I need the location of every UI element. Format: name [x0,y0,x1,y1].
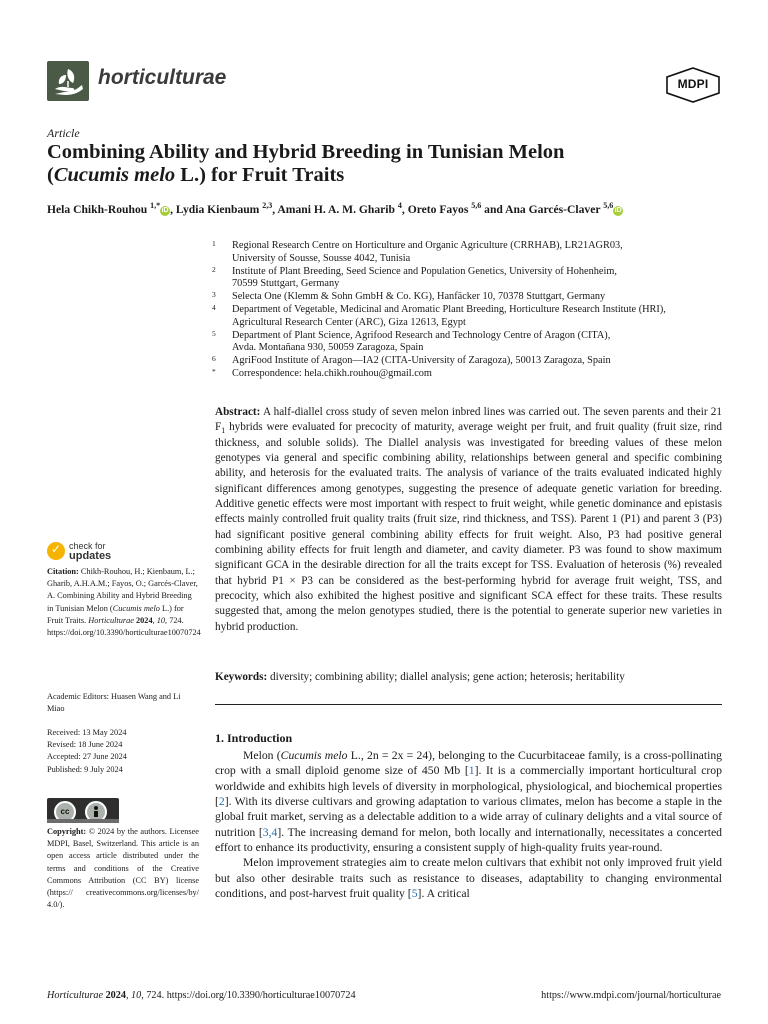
affiliation-item [212,355,732,368]
abstract-subscript: 1 [221,426,226,436]
author-affiliation-marker: 4 [397,201,402,210]
intro-text: L., 2n = 2x = 24), belonging to the Cucurbitaceae family, is a cross-pollinating crop with a small diploid genome size of 450 Mb [ [215,749,723,778]
affiliation-line: Correspondence: hela.chikh.rouhou@gmail.com [232,367,432,379]
affiliation-item [212,291,732,304]
citation-link-5[interactable]: 5 [411,887,418,901]
affiliation-line: Avda. Montañana 930, 50059 Zaragoza, Spain [232,342,424,354]
affiliation-number: 1 [212,239,216,248]
citation-volume: 10 [156,615,166,625]
publisher-logo[interactable] [666,67,720,103]
author-affiliation-marker: 5,6 [603,201,614,210]
article-type: Article [47,126,80,140]
abstract-text-2: hybrids were evaluated for precocity of maturity, average weight per fruit, and fruit quality (fruit size, rind thickness, and soluble solids). The Diallel analysis was investigated for breeding values of these melon genotypes via general and specific combining ability, relationships between general and specific combining ability, and heterosis for the evaluated traits. The analysis of variance of the traits evaluated indicated highly significant differences among genotypes, suggesting the presence of adequate genetic variation for breeding. Additive genetic effects were most important with respect to fruit weight, while genetic dominance and epistasis effects mainly controlled fruit quality traits (fruit size, rind thickness, and TSS). Parent 1 (P1) and parent 3 (P3) had significant positive general combining ability effects for fruit weight. Also, P3 had positive general combining ability effects for fruit length and diameter, and cavity diameter. P3 was found to show maximum significant GCA in the desirable direction for all the traits except for TSS. Evaluation of heterosis (%) revealed that hybrid P1 × P3 can be considered as the best-performing hybrid for average fruit weight, TSS, and precocity, which also exhibited the highest positive and significant SCA effect for these traits. These results suggested that, among the melon genotypes studied, there is the potential to generate superior new varieties in hybrid production. [215,421,722,633]
date-line: Revised: 18 June 2024 [47,740,123,750]
academic-editors: Academic Editors: Huasen Wang and Li Miao [47,692,181,714]
affiliation-item [212,240,732,266]
keywords-label: Keywords: [215,671,268,683]
publisher-name: MDPI [677,77,709,91]
date-line: Received: 13 May 2024 [47,728,127,737]
orcid-icon[interactable]: iD [161,206,169,214]
affiliation-line: University of Sousse, Sousse 4042, Tunisia [232,252,411,264]
intro-species: Cucumis melo [280,749,348,762]
orcid-icon[interactable]: iD [614,206,622,214]
author-name[interactable]: Ana Garcés-Claver [505,202,601,216]
affiliation-item [212,330,732,356]
footer-year: 2024 [103,990,126,1001]
affiliation-line: AgriFood Institute of Aragon—IA2 (CITA-University of Zaragoza), 50013 Zaragoza, Spain [232,355,611,367]
title-line-2 [47,164,737,187]
footer-text: , [125,990,132,1001]
author-name[interactable]: Lydia Kienbaum [175,202,260,216]
author-affiliation-marker: 5,6 [471,201,482,210]
author-name[interactable]: Hela Chikh-Rouhou [47,202,148,216]
affiliation-line: Agricultural Research Center (ARC), Giza 12613, Egypt [232,316,466,328]
citation-text: Chikh-Rouhou, H.; Kienbaum, L.; Gharib, A.H.A.M.; Fayos, O.; Garcés-Claver, A. Combining Ability and Hybrid Breeding in Tunisian Melon ( [47,567,198,613]
keywords [215,671,722,683]
title-line-1: Combining Ability and Hybrid Breeding in Tunisian Melon [47,141,565,163]
title-species: Cucumis melo [53,164,176,186]
intro-body [215,748,722,901]
author-separator: , [401,202,408,216]
citation-text: L.) for Fruit Traits. [47,603,184,625]
plant-in-hand-icon [47,61,89,101]
citation-label: Citation: [47,567,79,576]
section-divider [215,704,722,705]
citation-link-3-4[interactable]: 3,4 [262,825,278,839]
check-updates-line2[interactable]: updates [69,550,112,562]
author-affiliation-marker: 1,* [150,201,161,210]
affiliation-line: Institute of Plant Breeding, Seed Science and Population Genetics, University of Hohenheim, [232,265,617,277]
citation-doi[interactable]: , 724. https://doi.org/10.3390/horticulturae10070724 [47,615,201,638]
license-strip [47,819,119,823]
intro-text: ]. A critical [417,887,470,901]
check-updates-icon[interactable] [47,542,65,560]
author-affiliation-marker: 2,3 [262,201,273,210]
author-separator: and [481,202,506,216]
citation-link-2[interactable]: 2 [218,795,225,809]
author-name[interactable]: Amani H. A. M. Gharib [277,202,395,216]
intro-paragraph-2 [215,855,722,901]
citation-journal: Horticulturae [88,615,134,625]
affiliation-number: * [212,366,216,376]
author-name[interactable]: Oreto Fayos [407,202,469,216]
abstract-text-1: A half-diallel cross study of seven melon inbred lines was carried out. The seven parents and their 21 F [215,406,722,434]
copyright-text: © 2024 by the authors. Licensee MDPI, Basel, Switzerland. This article is an open access article distributed under the terms and conditions of the Creative Commons Attribution (CC BY) license (https:// creativecommons.org/licenses/by/ 4.0/). [47,827,199,910]
citation-block [47,566,199,639]
journal-logo-icon [47,61,89,101]
footer-citation [47,990,356,1001]
footer-journal: Horticulturae [47,990,104,1001]
intro-text: ]. It is a commercially important horticultural crop worldwide and exhibits high levels of diversity in morphological, physiological, and biochemical properties [ [215,764,722,809]
affiliation-line: Department of Plant Science, Agrifood Research and Technology Centre of Aragon (CITA), [232,329,611,341]
title-rest: L.) for Fruit Traits [175,164,345,186]
author-list [47,201,747,216]
affiliation-line: Regional Research Centre on Horticulture and Organic Agriculture (CRRHAB), LR21AGR03, [232,240,623,251]
affiliation-item [212,304,732,330]
title-paren: ( [47,164,54,186]
date-line: Accepted: 27 June 2024 [47,752,127,762]
abstract-label: Abstract: [215,406,261,418]
citation-text: , [152,615,157,625]
affiliation-number: 2 [212,264,216,274]
footer-journal-url[interactable]: https://www.mdpi.com/journal/horticulturae [541,990,721,1001]
intro-paragraph-1 [215,748,722,855]
footer-volume: 10 [131,990,142,1001]
affiliation-number: 6 [212,354,216,364]
keywords-text: diversity; combining ability; diallel analysis; gene action; heterosis; heritability [267,671,625,683]
publication-dates [47,727,199,776]
intro-text: Melon ( [243,749,281,762]
affiliation-line: Department of Vegetable, Medicinal and Aromatic Plant Breeding, Horticulture Research Institute (HRI), [232,303,666,315]
affiliation-number: 3 [212,290,216,300]
affiliation-line: 70599 Stuttgart, Germany [232,278,340,290]
abstract [215,405,722,635]
intro-heading: 1. Introduction [215,731,293,745]
affiliation-item [212,266,732,292]
copyright-label: Copyright: [47,827,87,836]
date-line: Published: 9 July 2024 [47,764,123,774]
intro-text: Melon improvement strategies aim to create melon cultivars that exhibit not only improved fruit yield but also other desirable traits such as resistance to diseases, adaptability to changing environmental conditions, and post-harvest fruit quality [ [215,856,722,901]
author-separator: , [272,202,278,216]
affiliation-number: 4 [212,302,216,312]
check-updates-line1[interactable]: check for [69,541,106,551]
cc-icon: cc [54,801,76,823]
cc-by-license-icon[interactable] [47,798,119,823]
citation-year: 2024 [133,615,153,625]
affiliation-item [212,368,732,381]
affiliation-number: 5 [212,328,216,338]
author-separator: , [170,202,176,216]
footer-doi[interactable]: , 724. https://doi.org/10.3390/horticulturae10070724 [141,990,356,1001]
intro-text: ]. With its diverse cultivars and growing adaptation to various climates, melon has become a staple in the global fruit market, serving as a delectable addition to a wide array of culinary delights and a vital source of nutrition [ [215,795,722,839]
copyright-notice [47,826,199,911]
affiliations [212,240,732,381]
affiliation-line: Selecta One (Klemm & Sohn GmbH & Co. KG), Hanfäcker 10, 70378 Stuttgart, Germany [232,291,606,303]
citation-species: Cucumis melo [112,603,160,613]
journal-name[interactable]: horticulturae [98,66,227,89]
article-title [47,141,737,187]
citation-link-1[interactable]: 1 [468,764,475,778]
intro-text: ]. The increasing demand for melon, both locally and internationally, necessitates a concerted effort to enhance its productivity, ensuring a consistent supply of high-quality fruits year-round. [215,825,722,855]
